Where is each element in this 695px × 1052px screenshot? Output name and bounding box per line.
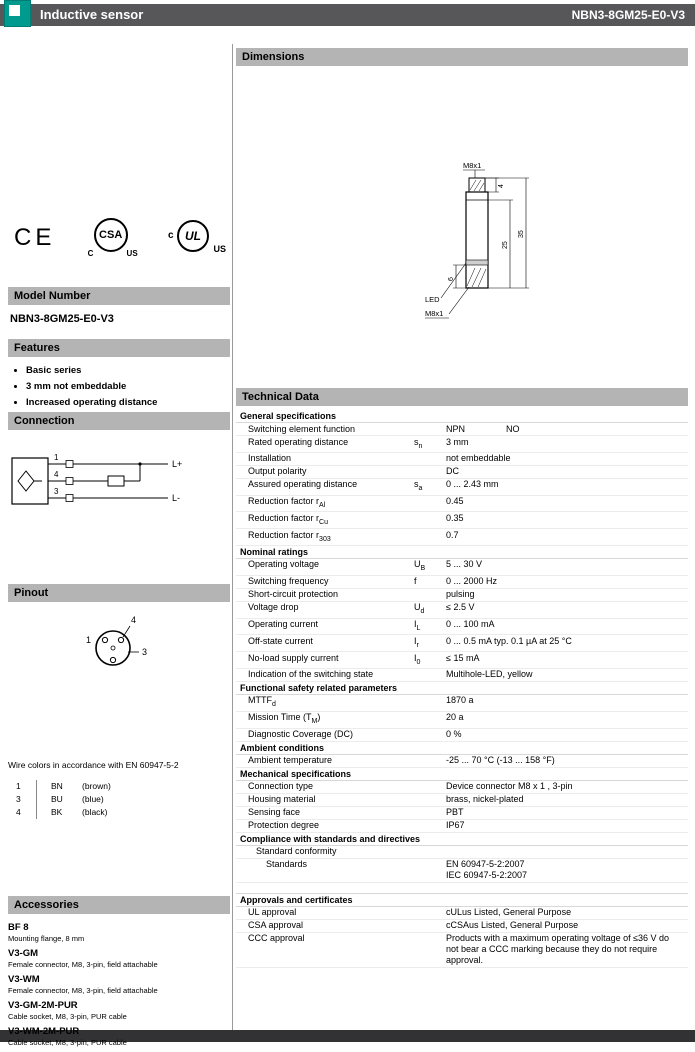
connection-pin1-label: 1 [54, 453, 59, 462]
tech-symbol [414, 513, 446, 528]
header-part-number: NBN3-8GM25-E0-V3 [571, 8, 685, 22]
wire-code: BK [36, 806, 82, 819]
connection-pin4-label: 4 [54, 470, 59, 479]
tech-row [236, 589, 688, 602]
tech-value: ≤ 15 mA [446, 652, 480, 663]
tech-label: Standard conformity [256, 846, 337, 857]
tech-symbol [414, 781, 446, 792]
tech-label: Connection type [248, 781, 314, 792]
tech-value: 20 a [446, 712, 464, 723]
connection-pin3-label: 3 [54, 487, 59, 496]
tech-row [236, 466, 688, 479]
page-title: Inductive sensor [40, 7, 144, 22]
feature-item: • Increased operating distance [26, 397, 230, 408]
tech-value: 0.35 [446, 512, 464, 523]
tech-value: 1870 a [446, 695, 474, 706]
tech-value: 5 ... 30 V [446, 559, 483, 570]
tech-row [236, 859, 688, 883]
brand-logo-inner [9, 5, 20, 16]
tech-value: 0 ... 2.43 mm [446, 479, 499, 490]
tech-label: Diagnostic Coverage (DC) [248, 729, 354, 740]
tech-value: 0 ... 2000 Hz [446, 576, 498, 587]
connection-lplus-label: L+ [172, 459, 183, 469]
tech-row [236, 423, 688, 436]
wire-color-name: (blue) [82, 794, 104, 804]
accessory-item [8, 1000, 230, 1021]
tech-label: Standards [266, 859, 308, 870]
accessory-item [8, 948, 230, 969]
tech-value: 0.7 [446, 529, 459, 540]
tech-row [236, 453, 688, 466]
dim-thread-top-label: M8x1 [463, 161, 482, 170]
tech-symbol: $I_0$ [414, 652, 421, 666]
tech-symbol: $U_d$ [414, 602, 425, 616]
tech-section-title: Mechanical specifications [236, 768, 688, 781]
tech-label: Output polarity [248, 466, 307, 477]
tech-row [236, 729, 688, 742]
tech-label: CSA approval [248, 920, 304, 931]
tech-label: Sensing face [248, 807, 301, 818]
pinout-section [8, 584, 230, 680]
tech-label: UL approval [248, 907, 297, 918]
tech-symbol: $s_n$ [414, 436, 423, 450]
technical-data-heading: Technical Data [236, 388, 688, 406]
tech-symbol [414, 712, 446, 727]
tech-label: No-load supply current [248, 652, 339, 663]
accessory-name: V3-WM [8, 974, 40, 985]
tech-symbol [414, 807, 446, 818]
tech-label: Operating voltage [248, 559, 320, 570]
tech-value: Multihole-LED, yellow [446, 669, 533, 680]
model-number-value: NBN3-8GM25-E0-V3 [10, 313, 114, 325]
ul-us-label: US [213, 244, 226, 254]
dim-4-label: 4 [498, 184, 505, 188]
dim-6-label: 6 [448, 277, 455, 281]
wire-pin: 3 [16, 794, 21, 804]
tech-row [236, 669, 688, 682]
tech-row [236, 496, 688, 513]
tech-label: $MTTF_d$ [248, 695, 276, 709]
tech-symbol: $U_B$ [414, 559, 426, 573]
tech-symbol [414, 589, 446, 600]
wire-color-name: (brown) [82, 781, 111, 791]
tech-value: cULus Listed, General Purpose [446, 907, 572, 918]
wire-colors-section [8, 760, 230, 819]
connection-heading: Connection [8, 412, 230, 430]
tech-symbol [414, 669, 446, 680]
tech-symbol: $s_a$ [414, 479, 423, 493]
tech-row [236, 820, 688, 833]
tech-row [236, 602, 688, 619]
tech-row [236, 712, 688, 729]
tech-value: 0 ... 100 mA [446, 619, 495, 630]
tech-label: Reduction factor $r_{303}$ [248, 529, 331, 543]
wire-color-row [8, 793, 230, 806]
tech-row [236, 933, 688, 968]
csa-us-label: US [126, 249, 138, 258]
tech-label: Rated operating distance [248, 436, 349, 447]
tech-symbol [414, 920, 446, 931]
tech-symbol [414, 794, 446, 805]
pinout-pin1-label: 1 [86, 635, 92, 645]
header-bar [0, 4, 695, 26]
tech-value: IP67 [446, 820, 465, 831]
tech-label: Housing material [248, 794, 316, 805]
tech-label: Switching element function [248, 423, 356, 434]
tech-symbol: $I_r$ [414, 635, 419, 649]
tech-label: Assured operating distance [248, 479, 358, 490]
model-number-heading: Model Number [8, 287, 230, 305]
features-list [26, 365, 230, 408]
wire-color-name: (black) [82, 807, 108, 817]
ce-mark: CE [14, 224, 56, 251]
tech-row [236, 529, 688, 546]
accessory-item [8, 922, 230, 943]
tech-row [236, 794, 688, 807]
tech-label: Indication of the switching state [248, 669, 374, 680]
tech-value: DC [446, 466, 459, 477]
pinout-pin3-label: 3 [142, 647, 148, 657]
accessory-name: V3-GM [8, 948, 39, 959]
brand-logo [4, 0, 31, 27]
accessory-desc: Mounting flange, 8 mm [8, 934, 85, 943]
tech-section-title: Nominal ratings [236, 546, 688, 559]
accessory-name: V3-WM-2M-PUR [8, 1026, 80, 1037]
tech-label: Off-state current [248, 635, 313, 646]
accessory-desc: Female connector, M8, 3-pin, field attachable [8, 960, 158, 969]
model-number-section [8, 287, 230, 325]
tech-symbol [414, 907, 446, 918]
tech-label: CCC approval [248, 933, 305, 944]
tech-symbol [414, 933, 446, 966]
tech-label: Operating current [248, 619, 319, 630]
tech-row [236, 652, 688, 669]
tech-row [236, 436, 688, 453]
dim-25-label: 25 [502, 241, 509, 249]
tech-section-title: Functional safety related parameters [236, 682, 688, 695]
tech-value: 3 mm [446, 436, 469, 447]
tech-row [236, 907, 688, 920]
tech-label: Reduction factor $r_{Cu}$ [248, 512, 328, 526]
tech-row [236, 619, 688, 636]
tech-label: Protection degree [248, 820, 320, 831]
accessory-item [8, 1026, 230, 1047]
dimension-drawing [421, 156, 581, 326]
tech-value: -25 ... 70 °C (-13 ... 158 °F) [446, 755, 555, 766]
accessories-list [8, 922, 230, 1047]
tech-row [236, 635, 688, 652]
tech-value: pulsing [446, 589, 475, 600]
tech-value: NPN NO [446, 423, 520, 434]
wire-pin: 4 [16, 807, 21, 817]
accessories-section [8, 896, 230, 1052]
accessories-heading: Accessories [8, 896, 230, 914]
certification-marks [14, 218, 224, 258]
accessory-desc: Cable socket, M8, 3-pin, PUR cable [8, 1038, 127, 1047]
csa-mark [87, 218, 138, 258]
accessory-name: BF 8 [8, 922, 29, 933]
pinout-pin4-label: 4 [131, 615, 137, 625]
tech-symbol [414, 496, 446, 511]
tech-row [236, 781, 688, 794]
tech-value: Device connector M8 x 1 , 3-pin [446, 781, 573, 792]
tech-section-title: Approvals and certificates [236, 893, 688, 907]
tech-symbol [414, 695, 446, 710]
tech-row [236, 576, 688, 589]
tech-row [236, 846, 688, 859]
tech-symbol [414, 424, 446, 435]
tech-value: brass, nickel-plated [446, 794, 524, 805]
accessory-desc: Cable socket, M8, 3-pin, PUR cable [8, 1012, 127, 1021]
accessory-item [8, 974, 230, 995]
tech-label: Ambient temperature [248, 755, 333, 766]
tech-row [236, 512, 688, 529]
tech-symbol [414, 755, 446, 766]
tech-symbol [414, 820, 446, 831]
wire-code: BN [36, 780, 82, 793]
wire-pin: 1 [16, 781, 21, 791]
tech-value: not embeddable [446, 453, 511, 464]
tech-value: EN 60947-5-2:2007 IEC 60947-5-2:2007 [446, 859, 528, 881]
wire-colors-note: Wire colors in accordance with EN 60947-5-2 [8, 760, 179, 770]
connection-lminus-label: L- [172, 493, 181, 503]
tech-value: Products with a maximum operating voltage of ≤36 V do not bear a CCC marking because they do not require approval. [446, 933, 670, 966]
column-divider [232, 44, 233, 1030]
tech-symbol [414, 859, 446, 881]
tech-symbol [414, 729, 446, 740]
tech-value: cCSAus Listed, General Purpose [446, 920, 579, 931]
tech-row [236, 755, 688, 768]
dim-thread-bottom-label: M8x1 [425, 309, 444, 318]
accessory-desc: Female connector, M8, 3-pin, field attachable [8, 986, 158, 995]
ul-c-label: c [168, 230, 174, 241]
tech-symbol: $I_L$ [414, 619, 421, 632]
csa-logo: CSA [94, 218, 128, 252]
wire-code: BU [36, 793, 82, 806]
tech-label: Voltage drop [248, 602, 299, 613]
ul-logo: UL [177, 220, 209, 252]
tech-row [236, 559, 688, 576]
tech-row [236, 807, 688, 820]
features-section [8, 339, 230, 413]
tech-row [236, 479, 688, 496]
cul-us-mark [168, 218, 224, 258]
tech-section-title: Compliance with standards and directives [236, 833, 688, 846]
tech-value: 0 % [446, 729, 462, 740]
csa-c-label: C [87, 249, 94, 258]
tech-section-title: Ambient conditions [236, 742, 688, 755]
wire-color-row [8, 806, 230, 819]
tech-symbol [414, 530, 446, 545]
dimensions-heading: Dimensions [236, 48, 688, 66]
tech-value: 0.45 [446, 496, 464, 507]
tech-label: Mission Time $(T_M)$ [248, 712, 321, 726]
tech-value: PBT [446, 807, 464, 818]
tech-row [236, 920, 688, 933]
technical-data-table [236, 410, 688, 968]
connection-diagram [8, 438, 218, 542]
pinout-diagram [8, 610, 218, 680]
connection-section [8, 412, 230, 542]
right-column [236, 44, 688, 1030]
tech-row [236, 695, 688, 712]
tech-section-title: General specifications [236, 410, 688, 423]
tech-label: Installation [248, 453, 292, 464]
tech-value: 0 ... 0.5 mA typ. 0.1 µA at 25 °C [446, 635, 572, 646]
tech-symbol [414, 453, 446, 464]
wire-colors-table [8, 780, 230, 819]
tech-symbol: f [414, 576, 417, 587]
dim-35-label: 35 [518, 230, 525, 238]
tech-label: Short-circuit protection [248, 589, 339, 600]
tech-label: Switching frequency [248, 576, 329, 587]
tech-label: Reduction factor $r_{Al}$ [248, 496, 326, 509]
feature-item: • 3 mm not embeddable [26, 381, 230, 392]
pinout-heading: Pinout [8, 584, 230, 602]
dim-led-label: LED [425, 295, 440, 304]
tech-value [446, 846, 688, 857]
feature-item: • Basic series [26, 365, 230, 376]
accessory-name: V3-GM-2M-PUR [8, 1000, 78, 1011]
tech-symbol [414, 466, 446, 477]
tech-symbol [414, 846, 446, 857]
features-heading: Features [8, 339, 230, 357]
wire-color-row [8, 780, 230, 793]
tech-value: ≤ 2.5 V [446, 602, 475, 613]
